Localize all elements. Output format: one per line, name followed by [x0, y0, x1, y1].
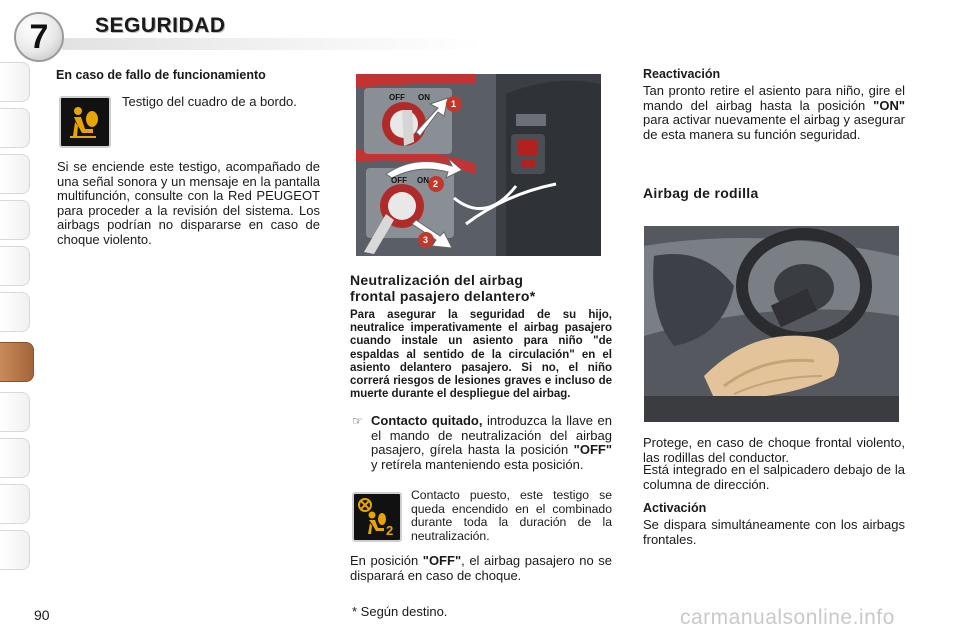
neutralization-heading-line2: frontal pasajero delantero*: [350, 288, 536, 304]
header-rule: [62, 38, 482, 50]
chapter-tab-7-active[interactable]: [0, 342, 34, 382]
reactivation-heading: Reactivación: [643, 67, 721, 81]
fault-heading: En caso de fallo de funcionamiento: [56, 68, 266, 82]
ignition-off-bold: Contacto quitado,: [371, 413, 483, 428]
knee-airbag-heading: Airbag de rodilla: [643, 185, 759, 201]
bullet-hand-icon: ☞: [352, 414, 363, 428]
reactivation-text-1: Tan pronto retire el asiento para niño, gire el mando del airbag hasta la posición: [643, 83, 905, 113]
chapter-tab-5[interactable]: [0, 246, 30, 286]
reactivation-text-2: para activar nuevamente el airbag y asegurar de esta manera su función seguridad.: [643, 112, 905, 142]
chapter-tab-11[interactable]: [0, 530, 30, 570]
chapter-tab-10[interactable]: [0, 484, 30, 524]
chapter-number-badge: 7: [14, 12, 64, 62]
ignition-off-instruction: [371, 414, 612, 472]
step-1-label: 1: [451, 99, 457, 109]
svg-text:2: 2: [386, 523, 394, 538]
off-position-bold: "OFF": [573, 442, 612, 457]
step-2-label: 2: [433, 179, 439, 189]
reactivation-paragraph: [643, 84, 905, 142]
footnote: * Según destino.: [352, 604, 448, 619]
activation-heading: Activación: [643, 501, 707, 515]
step-3-label: 3: [423, 235, 429, 245]
page-number: 90: [34, 607, 50, 623]
chapter-tab-2[interactable]: [0, 108, 30, 148]
off-note-bold: "OFF": [422, 553, 462, 568]
airbag-warning-icon: [59, 96, 111, 148]
warning-light-caption: Testigo del cuadro de a bordo.: [122, 94, 297, 109]
fault-paragraph: Si se enciende este testigo, acompañado de una señal sonora y un mensaje en la pantalla multifunción, consulte con la Red PEUGEOT para proceder a la revisión del sistema. Los airbags podrían no dispararse en caso de choque violento.: [57, 159, 320, 247]
chapter-tab-8[interactable]: [0, 392, 30, 432]
off-note-text-1: En posición: [350, 553, 423, 568]
chapter-tab-6[interactable]: [0, 292, 30, 332]
airbag-switch-photo: [356, 74, 601, 256]
chapter-tab-3[interactable]: [0, 154, 30, 194]
neutralization-light-caption: Contacto puesto, este testigo se queda encendido en el combinado durante toda la duración de la neutralización.: [411, 488, 612, 543]
chapter-tab-1[interactable]: [0, 62, 30, 102]
knee-airbag-location: Está integrado en el salpicadero debajo de la columna de dirección.: [643, 462, 905, 492]
activation-paragraph: Se dispara simultáneamente con los airbags frontales.: [643, 517, 905, 547]
switch-label-off: OFF: [389, 93, 405, 102]
ignition-off-text-2: y retírela manteniendo esta posición.: [371, 456, 584, 472]
chapter-tab-rail: [0, 62, 34, 582]
neutralization-heading: [350, 272, 610, 304]
knee-airbag-photo: [644, 226, 899, 422]
switch-label-on-lower: ON: [417, 176, 429, 185]
neutralization-heading-line1: Neutralización del airbag: [350, 272, 524, 288]
chapter-tab-9[interactable]: [0, 438, 30, 478]
chapter-tab-4[interactable]: [0, 200, 30, 240]
off-position-note: [350, 554, 612, 583]
switch-label-off-lower: OFF: [391, 176, 407, 185]
site-watermark: carmanualsonline.info: [680, 606, 895, 629]
chapter-title: SEGURIDAD: [95, 14, 226, 37]
airbag-off-warning-icon: [352, 492, 402, 542]
off-note-text-2: , el airbag pasajero no se disparará en caso de choque.: [350, 553, 612, 583]
ignition-off-text-1: introduzca la llave en el mando de neutralización del airbag pasajero, gírela hasta la posición: [371, 413, 612, 457]
child-safety-warning: Para asegurar la seguridad de su hijo, neutralice imperativamente el airbag pasajero cuando instale un asiento para niño "de espaldas al sentido de la circulación" en el asiento delantero pasajero. Si no, el niño correrá riesgos de lesiones graves e incluso de muerte durante el despliegue del airbag.: [350, 309, 612, 401]
switch-label-on: ON: [418, 93, 430, 102]
on-position-bold: "ON": [873, 97, 905, 113]
knee-airbag-protection: Protege, en caso de choque frontal violento, las rodillas del conductor.: [643, 435, 905, 465]
